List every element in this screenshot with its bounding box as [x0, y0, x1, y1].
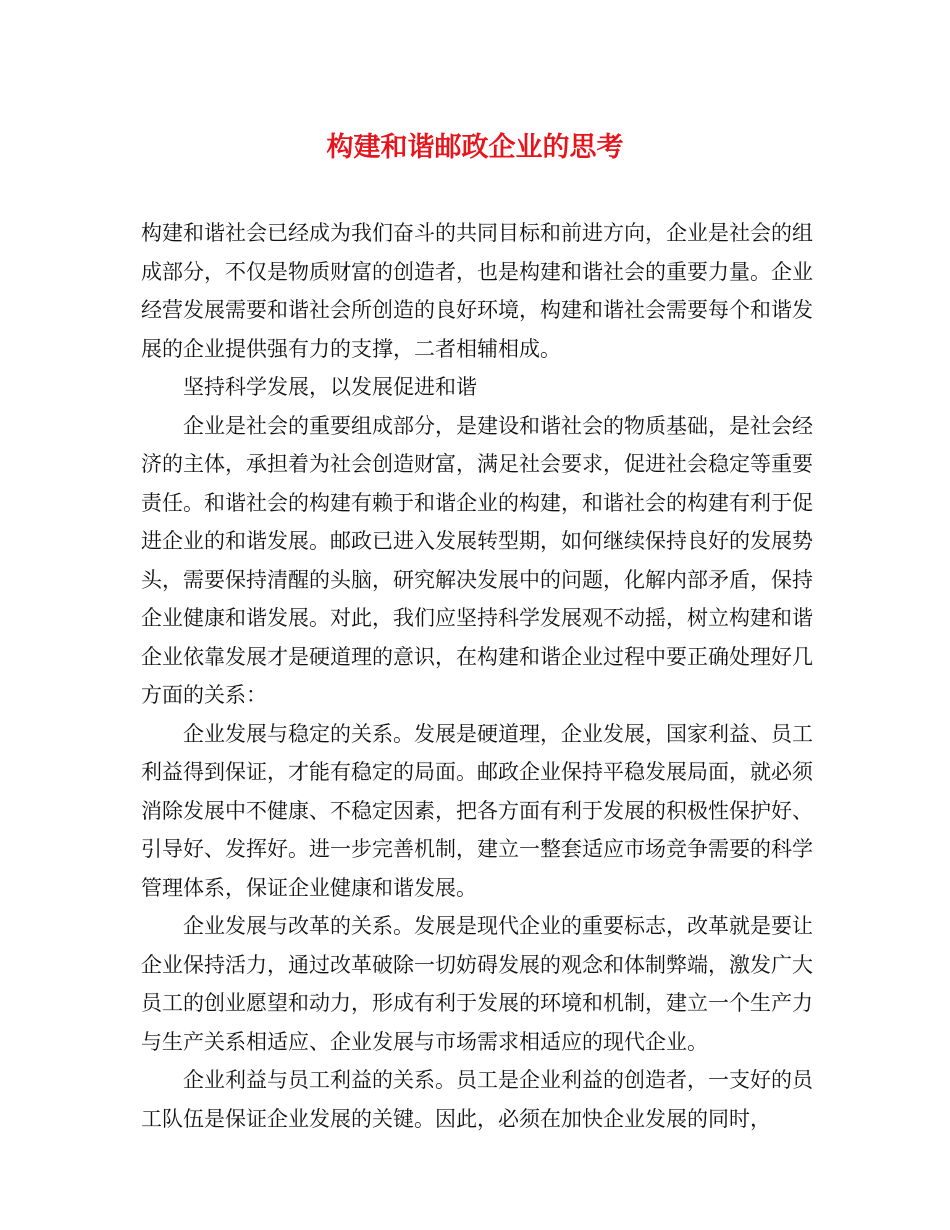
document-title: 构建和谐邮政企业的思考	[326, 132, 624, 163]
document-body	[141, 214, 813, 1138]
section-heading: 坚持科学发展，以发展促进和谐	[183, 375, 477, 399]
paragraph-enterprise-employee-interests: 企业利益与员工利益的关系。员工是企业利益的创造者，一支好的员工队伍是保证企业发展的关键。因此，必须在加快企业发展的同时，	[141, 1068, 813, 1131]
paragraph-enterprise-role: 企业是社会的重要组成部分，是建设和谐社会的物质基础，是社会经济的主体，承担着为社会创造财富，满足社会要求，促进社会稳定等重要责任。和谐社会的构建有赖于和谐企业的构建，和谐社会的构建有利于促进企业的和谐发展。邮政已进入发展转型期，如何继续保持良好的发展势头，需要保持清醒的头脑，研究解决发展中的问题，化解内部矛盾，保持企业健康和谐发展。对此，我们应坚持科学发展观不动摇，树立构建和谐企业依靠发展才是硬道理的意识，在构建和谐企业过程中要正确处理好几方面的关系：	[141, 413, 813, 707]
paragraph-development-stability: 企业发展与稳定的关系。发展是硬道理，企业发展，国家利益、员工利益得到保证，才能有稳定的局面。邮政企业保持平稳发展局面，就必须消除发展中不健康、不稳定因素，把各方面有利于发展的积极性保护好、引导好、发挥好。进一步完善机制，建立一整套适应市场竞争需要的科学管理体系，保证企业健康和谐发展。	[141, 721, 813, 900]
paragraph-development-reform: 企业发展与改革的关系。发展是现代企业的重要标志，改革就是要让企业保持活力，通过改革破除一切妨碍发展的观念和体制弊端，激发广大员工的创业愿望和动力，形成有利于发展的环境和机制，建立一个生产力与生产关系相适应、企业发展与市场需求相适应的现代企业。	[141, 914, 813, 1054]
paragraph-intro: 构建和谐社会已经成为我们奋斗的共同目标和前进方向，企业是社会的组成部分，不仅是物质财富的创造者，也是构建和谐社会的重要力量。企业经营发展需要和谐社会所创造的良好环境，构建和谐社会需要每个和谐发展的企业提供强有力的支撑，二者相辅相成。	[141, 221, 813, 361]
